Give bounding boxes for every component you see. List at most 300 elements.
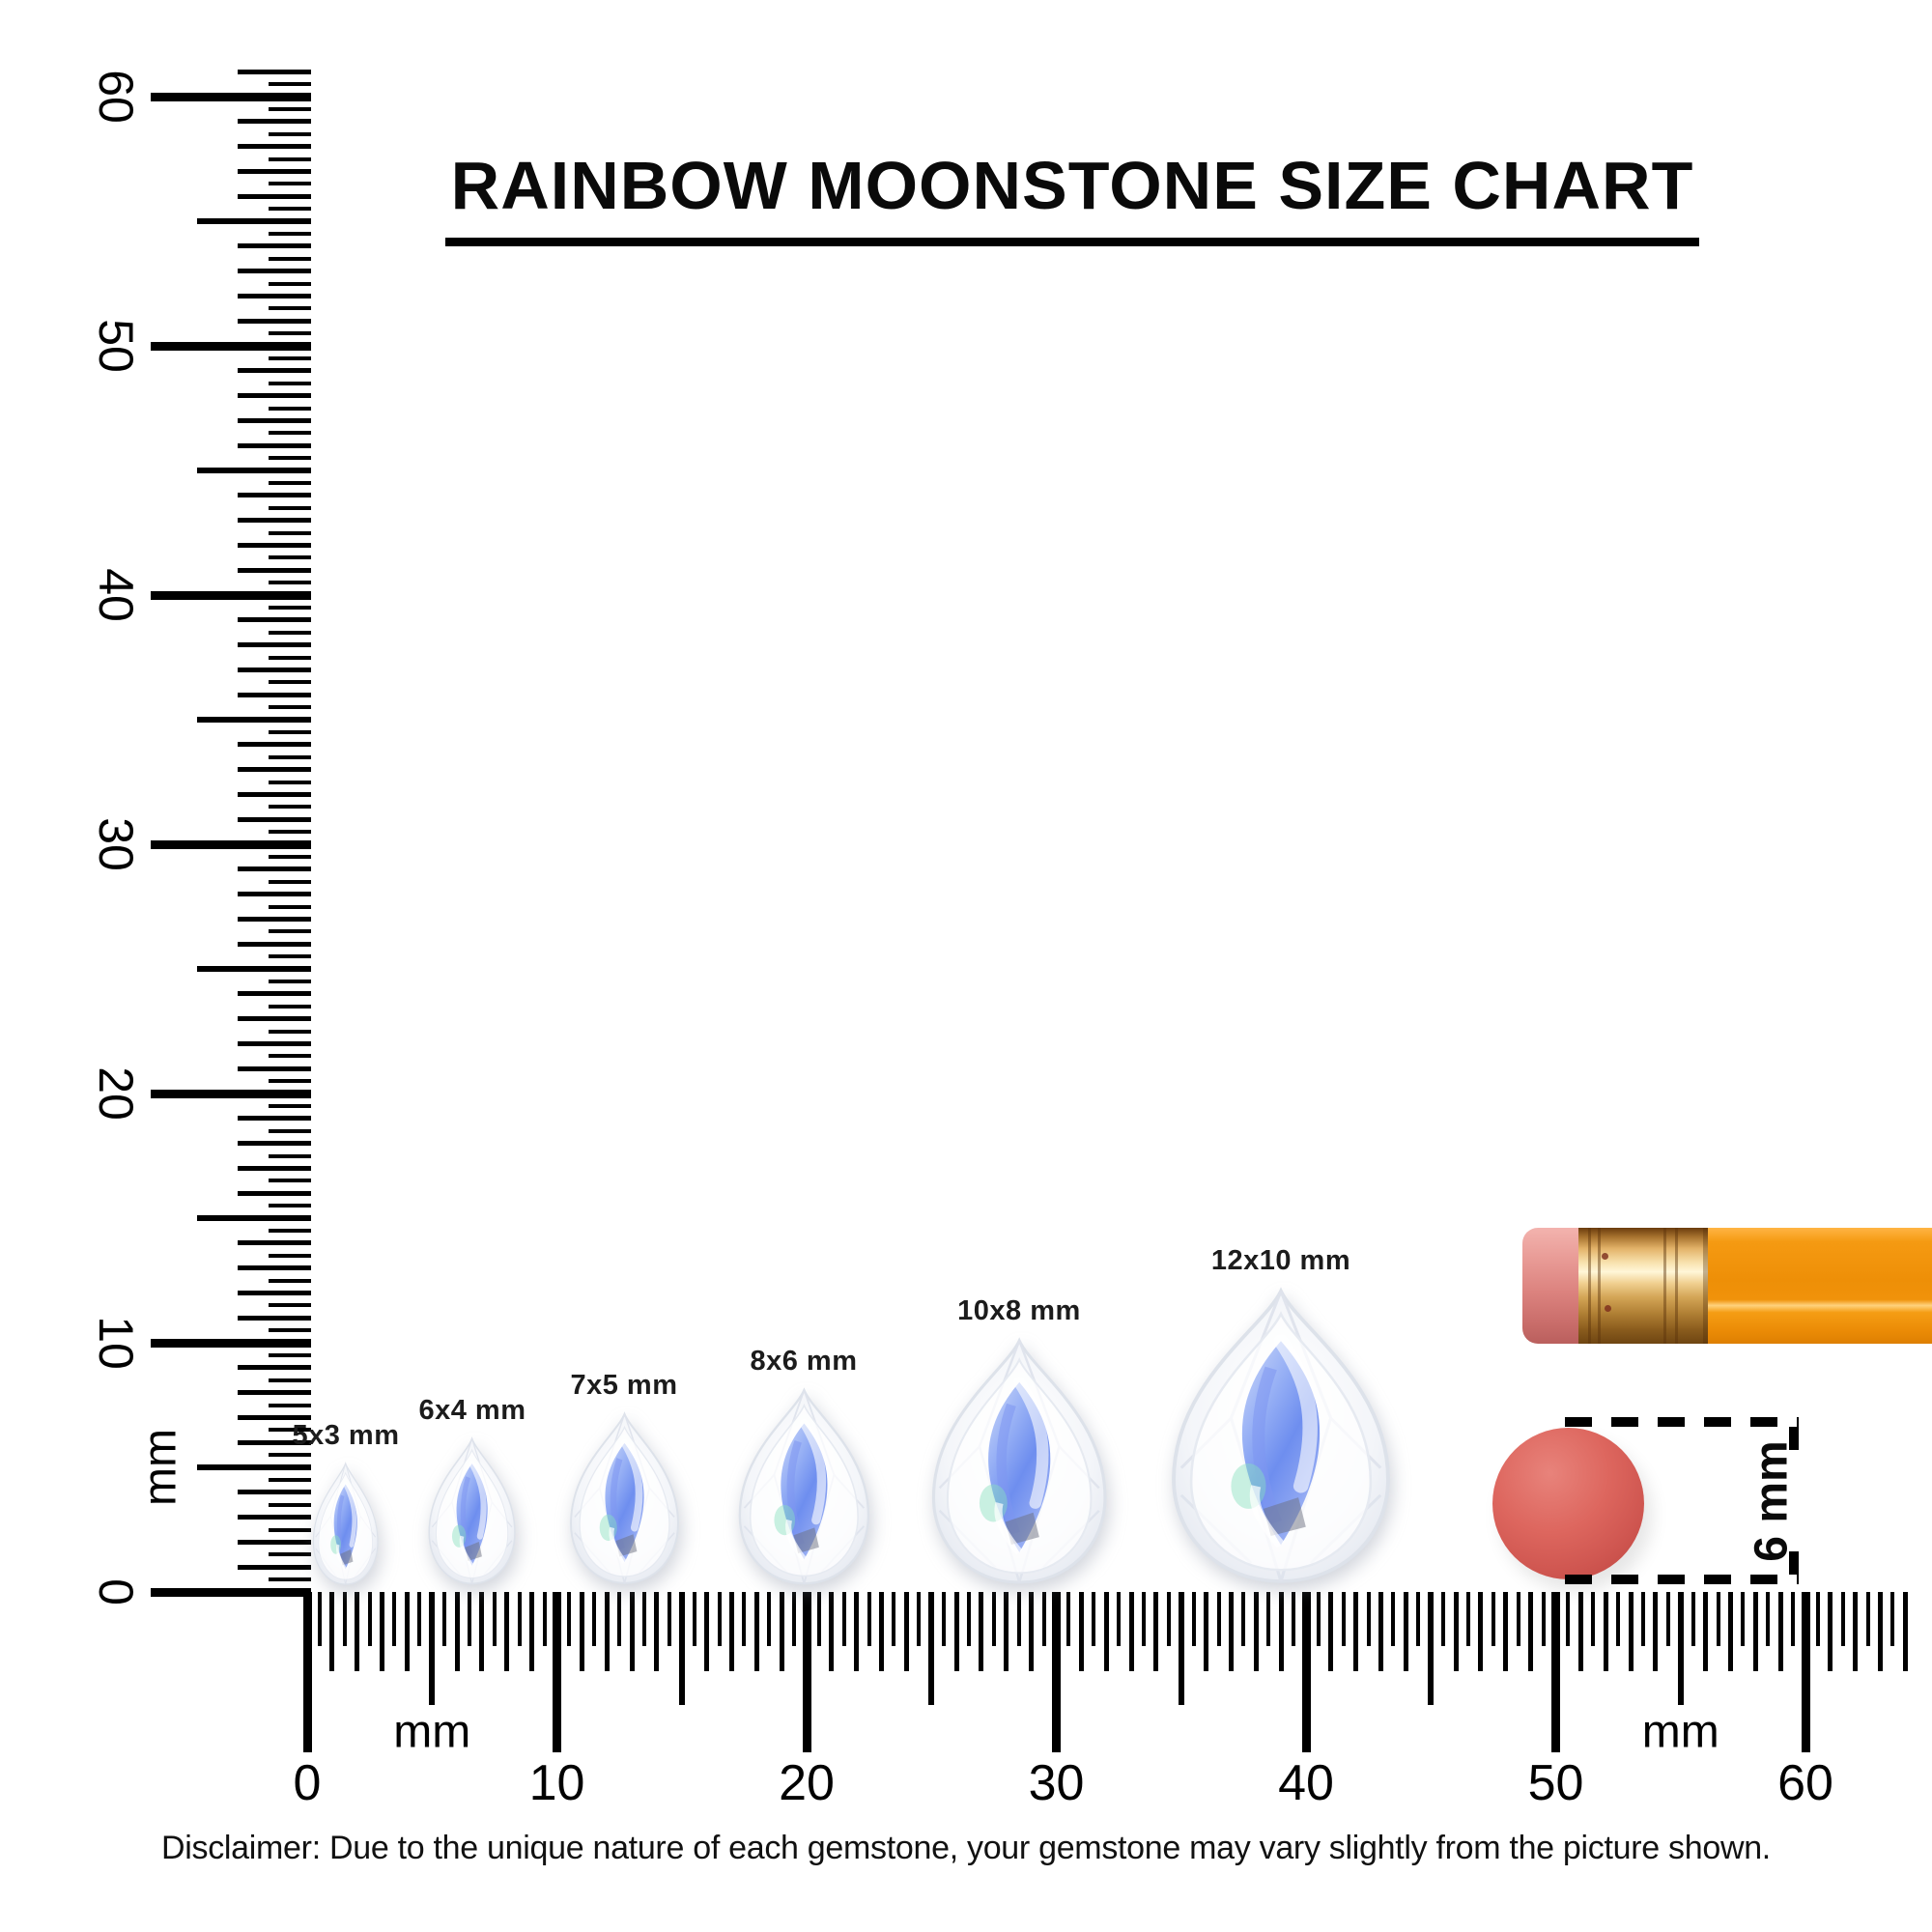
gem-8x6 xyxy=(729,1387,879,1586)
gem-7x5 xyxy=(562,1411,687,1586)
ruler-tick xyxy=(197,218,311,224)
ruler-tick xyxy=(479,1592,484,1671)
ruler-tick xyxy=(151,1339,311,1348)
ruler-tick xyxy=(1279,1592,1284,1671)
ruler-tick xyxy=(238,1141,311,1146)
ruler-tick xyxy=(1153,1592,1158,1671)
moonstone-pear-illustration xyxy=(1156,1287,1406,1586)
ruler-tick xyxy=(151,342,311,351)
ruler-tick xyxy=(269,929,311,933)
ruler-tick xyxy=(238,144,311,149)
ruler-tick xyxy=(567,1592,571,1646)
vertical-ruler-number: 40 xyxy=(89,568,143,622)
ruler-tick xyxy=(269,182,311,185)
gem-size-label-8x6: 8x6 mm xyxy=(750,1345,858,1377)
horizontal-ruler-number: 40 xyxy=(1278,1755,1334,1811)
gem-12x10 xyxy=(1156,1287,1406,1586)
ruler-tick xyxy=(238,617,311,622)
horizontal-ruler-number: 10 xyxy=(528,1755,585,1811)
moonstone-pear-illustration xyxy=(729,1387,879,1586)
gem-size-label-12x10: 12x10 mm xyxy=(1210,1245,1351,1277)
ruler-tick xyxy=(238,991,311,996)
ruler-tick xyxy=(269,132,311,136)
ruler-tick xyxy=(504,1592,509,1671)
ruler-tick xyxy=(1052,1592,1061,1752)
ruler-tick xyxy=(269,606,311,610)
ruler-tick xyxy=(867,1592,871,1646)
ruler-tick xyxy=(1678,1592,1684,1705)
ruler-tick xyxy=(942,1592,946,1646)
ruler-tick xyxy=(269,1079,311,1083)
ruler-tick xyxy=(238,1515,311,1520)
ruler-tick xyxy=(269,680,311,684)
ruler-tick xyxy=(992,1592,996,1646)
ruler-tick xyxy=(197,1215,311,1221)
ferrule-crimp xyxy=(1598,1228,1601,1344)
gem-10x8 xyxy=(920,1337,1119,1586)
ruler-tick xyxy=(1802,1592,1810,1752)
ruler-tick xyxy=(1666,1592,1670,1646)
ruler-tick xyxy=(238,1365,311,1370)
ruler-tick xyxy=(1478,1592,1483,1671)
ruler-tick xyxy=(238,642,311,647)
ruler-tick xyxy=(1816,1592,1820,1646)
ruler-tick xyxy=(1217,1592,1221,1646)
ruler-tick xyxy=(318,1592,322,1646)
ruler-tick xyxy=(1367,1592,1371,1646)
ruler-tick xyxy=(269,1303,311,1307)
ruler-tick xyxy=(269,855,311,859)
title-block xyxy=(319,147,1826,246)
ruler-tick xyxy=(617,1592,621,1646)
ruler-tick xyxy=(654,1592,659,1671)
page-title: RAINBOW MOONSTONE SIZE CHART xyxy=(445,147,1700,246)
ruler-tick xyxy=(238,892,311,896)
ruler-tick xyxy=(954,1592,959,1671)
ruler-tick xyxy=(1266,1592,1270,1646)
ruler-tick xyxy=(269,880,311,884)
ruler-tick xyxy=(605,1592,610,1671)
ruler-tick xyxy=(1079,1592,1084,1671)
ruler-tick xyxy=(1778,1592,1783,1671)
ruler-tick xyxy=(269,481,311,485)
ruler-tick xyxy=(729,1592,734,1671)
ruler-tick xyxy=(269,107,311,111)
ruler-tick xyxy=(238,518,311,523)
ruler-tick xyxy=(269,1378,311,1382)
ruler-tick xyxy=(429,1592,435,1705)
ruler-tick xyxy=(718,1592,722,1646)
ruler-tick xyxy=(238,543,311,548)
ruler-tick xyxy=(792,1592,796,1646)
ruler-tick xyxy=(269,456,311,460)
ruler-tick xyxy=(238,368,311,373)
ruler-tick xyxy=(238,1316,311,1321)
ruler-tick xyxy=(1653,1592,1658,1671)
ruler-tick xyxy=(238,817,311,822)
ruler-tick xyxy=(269,382,311,385)
ruler-tick xyxy=(269,82,311,86)
ruler-tick xyxy=(1328,1592,1333,1671)
ruler-tick xyxy=(303,1592,312,1752)
ruler-tick xyxy=(238,1116,311,1121)
ruler-tick xyxy=(238,418,311,423)
ruler-tick xyxy=(767,1592,771,1646)
vertical-ruler-number: 0 xyxy=(89,1578,143,1605)
ruler-tick xyxy=(269,232,311,236)
ruler-tick xyxy=(1317,1592,1321,1646)
ruler-tick xyxy=(269,555,311,559)
ruler-tick xyxy=(1441,1592,1445,1646)
ruler-tick xyxy=(1378,1592,1383,1671)
ruler-tick xyxy=(269,1503,311,1507)
moonstone-pear-illustration xyxy=(562,1411,687,1586)
ruler-tick xyxy=(1179,1592,1184,1705)
ruler-tick xyxy=(197,468,311,473)
ruler-tick xyxy=(543,1592,547,1646)
ruler-tick xyxy=(380,1592,384,1671)
horizontal-ruler-number: 50 xyxy=(1527,1755,1584,1811)
ruler-tick xyxy=(238,393,311,398)
ruler-tick xyxy=(238,443,311,448)
ruler-tick xyxy=(269,1030,311,1034)
ruler-tick xyxy=(1841,1592,1845,1646)
ferrule-crimp xyxy=(1663,1228,1666,1344)
horizontal-ruler-unit: mm xyxy=(1641,1706,1719,1758)
ruler-tick xyxy=(879,1592,884,1671)
ruler-tick xyxy=(842,1592,846,1646)
horizontal-ruler-number: 20 xyxy=(779,1755,835,1811)
ruler-tick xyxy=(269,781,311,784)
measure-dash-bottom xyxy=(1565,1575,1799,1584)
ruler-tick xyxy=(493,1592,497,1646)
ruler-tick xyxy=(1404,1592,1408,1671)
ruler-tick xyxy=(269,306,311,310)
vertical-ruler-number: 20 xyxy=(89,1066,143,1121)
ruler-tick xyxy=(1004,1592,1009,1671)
ruler-tick xyxy=(1578,1592,1583,1671)
ruler-tick xyxy=(742,1592,746,1646)
ruler-tick xyxy=(238,568,311,573)
ruler-tick xyxy=(780,1592,784,1671)
ruler-tick xyxy=(967,1592,971,1646)
ruler-tick xyxy=(1551,1592,1560,1752)
ruler-tick xyxy=(269,730,311,734)
ruler-tick xyxy=(238,1166,311,1171)
ferrule-crimp xyxy=(1675,1228,1678,1344)
ruler-tick xyxy=(417,1592,421,1646)
ruler-tick xyxy=(238,169,311,174)
vertical-ruler-number: 30 xyxy=(89,817,143,871)
ruler-tick xyxy=(1866,1592,1870,1646)
ruler-tick xyxy=(269,282,311,286)
ruler-tick xyxy=(269,830,311,834)
ruler-tick xyxy=(269,905,311,909)
ruler-tick xyxy=(1302,1592,1311,1752)
ruler-tick xyxy=(269,1179,311,1182)
ruler-tick xyxy=(269,1104,311,1108)
ruler-tick xyxy=(269,431,311,435)
ruler-tick xyxy=(238,693,311,697)
ruler-tick xyxy=(1042,1592,1046,1646)
ruler-tick xyxy=(269,1154,311,1158)
ruler-tick xyxy=(1517,1592,1520,1646)
ruler-tick xyxy=(518,1592,522,1646)
ruler-tick xyxy=(238,319,311,324)
ruler-tick xyxy=(238,1390,311,1395)
ruler-tick xyxy=(269,1577,311,1581)
ruler-tick xyxy=(904,1592,909,1671)
ruler-tick xyxy=(928,1592,934,1705)
ruler-tick xyxy=(1741,1592,1745,1646)
ruler-tick xyxy=(269,1404,311,1407)
ruler-tick xyxy=(269,1005,311,1009)
measure-dash-top xyxy=(1565,1417,1799,1427)
ruler-tick xyxy=(1703,1592,1708,1671)
ruler-tick xyxy=(1542,1592,1546,1646)
ruler-tick xyxy=(455,1592,460,1671)
gem-size-label-7x5: 7x5 mm xyxy=(570,1370,678,1402)
ruler-tick xyxy=(238,243,311,248)
ruler-tick xyxy=(630,1592,635,1671)
ruler-tick xyxy=(1416,1592,1420,1646)
ruler-tick xyxy=(355,1592,359,1671)
ruler-tick xyxy=(269,257,311,261)
ruler-tick xyxy=(917,1592,921,1646)
horizontal-ruler-number: 0 xyxy=(293,1755,322,1811)
ruler-tick xyxy=(1604,1592,1608,1671)
ruler-tick xyxy=(1092,1592,1095,1646)
ruler-tick xyxy=(269,1478,311,1482)
ruler-tick xyxy=(1591,1592,1595,1646)
pencil-body xyxy=(1708,1228,1932,1344)
ruler-tick xyxy=(829,1592,834,1671)
ruler-tick xyxy=(269,1129,311,1133)
ruler-tick xyxy=(1466,1592,1470,1646)
vertical-ruler-number: 10 xyxy=(89,1316,143,1370)
pencil xyxy=(1522,1228,1932,1344)
moonstone-pear-illustration xyxy=(422,1436,522,1586)
ruler-tick xyxy=(803,1592,811,1752)
ruler-tick xyxy=(238,1016,311,1021)
ruler-tick xyxy=(238,70,311,74)
ruler-tick xyxy=(197,717,311,723)
ruler-tick xyxy=(1167,1592,1171,1646)
ruler-tick xyxy=(269,631,311,635)
ruler-tick xyxy=(269,1054,311,1058)
ruler-tick xyxy=(592,1592,596,1646)
pencil-ferrule xyxy=(1578,1228,1708,1344)
ruler-tick xyxy=(817,1592,821,1646)
ruler-tick xyxy=(1878,1592,1883,1671)
ruler-tick xyxy=(151,840,311,849)
ruler-tick xyxy=(1791,1592,1795,1646)
ruler-tick xyxy=(269,1328,311,1332)
ruler-tick xyxy=(269,755,311,759)
ruler-tick xyxy=(854,1592,859,1671)
ruler-tick xyxy=(668,1592,671,1646)
ruler-tick xyxy=(238,1540,311,1545)
ruler-tick xyxy=(1204,1592,1208,1671)
ruler-tick xyxy=(1192,1592,1196,1646)
ruler-tick xyxy=(269,1353,311,1357)
gem-5x3 xyxy=(308,1462,383,1586)
ruler-tick xyxy=(269,581,311,584)
ruler-tick xyxy=(1104,1592,1109,1671)
ruler-tick xyxy=(151,1090,311,1098)
ruler-tick xyxy=(1117,1592,1121,1646)
ruler-tick xyxy=(1492,1592,1495,1646)
ruler-tick xyxy=(269,207,311,211)
ruler-tick xyxy=(269,1279,311,1283)
ruler-tick xyxy=(151,93,311,101)
ruler-tick xyxy=(269,954,311,958)
ruler-tick xyxy=(269,331,311,335)
ruler-tick xyxy=(269,506,311,510)
ruler-tick xyxy=(1903,1592,1908,1671)
ruler-tick xyxy=(1616,1592,1620,1646)
ruler-tick xyxy=(238,294,311,298)
ruler-tick xyxy=(269,1453,311,1457)
ruler-tick xyxy=(238,867,311,871)
ruler-tick xyxy=(269,1229,311,1233)
ruler-tick xyxy=(269,157,311,161)
ruler-tick xyxy=(442,1592,446,1646)
gem-6x4 xyxy=(422,1436,522,1586)
ruler-tick xyxy=(343,1592,347,1646)
vertical-ruler-number: 60 xyxy=(89,70,143,124)
ruler-tick xyxy=(269,407,311,411)
ruler-tick xyxy=(269,1204,311,1208)
ruler-tick xyxy=(238,1066,311,1071)
ruler-tick xyxy=(1728,1592,1733,1671)
ruler-tick xyxy=(238,493,311,497)
gem-size-label-5x3: 5x3 mm xyxy=(292,1420,400,1451)
ruler-tick xyxy=(1853,1592,1858,1671)
ruler-tick xyxy=(238,1265,311,1270)
ruler-tick xyxy=(1828,1592,1833,1671)
ruler-tick xyxy=(238,1041,311,1046)
ruler-tick xyxy=(392,1592,396,1646)
ruler-tick xyxy=(1254,1592,1259,1671)
ruler-tick xyxy=(238,194,311,199)
ruler-tick xyxy=(151,1588,311,1597)
disclaimer-text: Disclaimer: Due to the unique nature of each gemstone, your gemstone may vary slightly from the picture shown. xyxy=(161,1830,1771,1866)
ruler-tick xyxy=(238,942,311,947)
horizontal-ruler-number: 30 xyxy=(1028,1755,1085,1811)
ferrule-crimp xyxy=(1588,1228,1591,1344)
ruler-tick xyxy=(1017,1592,1021,1646)
moonstone-pear-illustration xyxy=(920,1337,1119,1586)
ruler-tick xyxy=(368,1592,372,1646)
ruler-tick xyxy=(238,1240,311,1245)
ruler-tick xyxy=(1503,1592,1508,1671)
ruler-tick xyxy=(892,1592,895,1646)
ruler-tick xyxy=(238,767,311,772)
ruler-tick xyxy=(1353,1592,1358,1671)
ruler-tick xyxy=(529,1592,534,1671)
ruler-tick xyxy=(238,1291,311,1295)
ruler-tick xyxy=(238,917,311,922)
horizontal-ruler-number: 60 xyxy=(1777,1755,1833,1811)
ruler-tick xyxy=(405,1592,410,1671)
ruler-tick xyxy=(580,1592,584,1671)
ruler-tick xyxy=(197,1464,311,1470)
gem-size-label-6x4: 6x4 mm xyxy=(418,1395,526,1427)
ruler-tick xyxy=(1241,1592,1245,1646)
ruler-tick xyxy=(468,1592,471,1646)
ruler-tick xyxy=(238,742,311,747)
ruler-tick xyxy=(238,1490,311,1494)
ruler-tick xyxy=(238,668,311,672)
ruler-tick xyxy=(679,1592,685,1705)
ruler-tick xyxy=(1890,1592,1894,1646)
gem-size-label-10x8: 10x8 mm xyxy=(957,1295,1081,1326)
ruler-tick xyxy=(269,805,311,809)
ruler-tick xyxy=(269,356,311,360)
ruler-tick xyxy=(1342,1592,1346,1646)
ruler-tick xyxy=(1066,1592,1070,1646)
ruler-tick xyxy=(754,1592,759,1671)
ruler-tick xyxy=(1766,1592,1770,1646)
ruler-tick xyxy=(642,1592,646,1646)
ruler-tick xyxy=(238,269,311,273)
ruler-tick xyxy=(1029,1592,1034,1671)
ruler-tick xyxy=(269,656,311,660)
ruler-tick xyxy=(269,980,311,983)
ruler-tick xyxy=(1528,1592,1533,1671)
ruler-tick xyxy=(1717,1592,1720,1646)
ruler-tick xyxy=(269,705,311,709)
moonstone-pear-illustration xyxy=(308,1462,383,1586)
ruler-tick xyxy=(269,1254,311,1258)
vertical-ruler-unit: mm xyxy=(134,1429,186,1506)
ruler-tick xyxy=(1566,1592,1570,1646)
ruler-tick xyxy=(1691,1592,1695,1646)
ruler-tick xyxy=(1629,1592,1634,1671)
ruler-tick xyxy=(1129,1592,1134,1671)
ruler-tick xyxy=(197,966,311,972)
horizontal-ruler-unit: mm xyxy=(393,1706,471,1758)
ruler-tick xyxy=(1229,1592,1234,1671)
ruler-tick xyxy=(1641,1592,1645,1646)
ruler-tick xyxy=(1454,1592,1459,1671)
ferrule-rivet xyxy=(1605,1305,1611,1312)
ruler-tick xyxy=(238,792,311,797)
ruler-tick xyxy=(1142,1592,1146,1646)
pencil-eraser xyxy=(1522,1228,1578,1344)
ruler-tick xyxy=(1391,1592,1395,1646)
ruler-tick xyxy=(1292,1592,1295,1646)
ruler-tick xyxy=(238,1565,311,1570)
ruler-tick xyxy=(238,119,311,124)
red-eraser-dot xyxy=(1492,1428,1644,1579)
vertical-ruler-number: 50 xyxy=(89,319,143,373)
ruler-tick xyxy=(704,1592,709,1671)
ruler-tick xyxy=(269,531,311,535)
ferrule-rivet xyxy=(1602,1253,1608,1260)
ruler-tick xyxy=(151,591,311,600)
ruler-tick xyxy=(1753,1592,1758,1671)
ruler-tick xyxy=(269,1552,311,1556)
ruler-tick xyxy=(979,1592,983,1671)
ruler-tick xyxy=(1428,1592,1434,1705)
ruler-tick xyxy=(269,1528,311,1532)
dot-size-label: 6 mm xyxy=(1746,1440,1798,1562)
ruler-tick xyxy=(693,1592,696,1646)
ruler-tick xyxy=(329,1592,334,1671)
ruler-tick xyxy=(553,1592,561,1752)
